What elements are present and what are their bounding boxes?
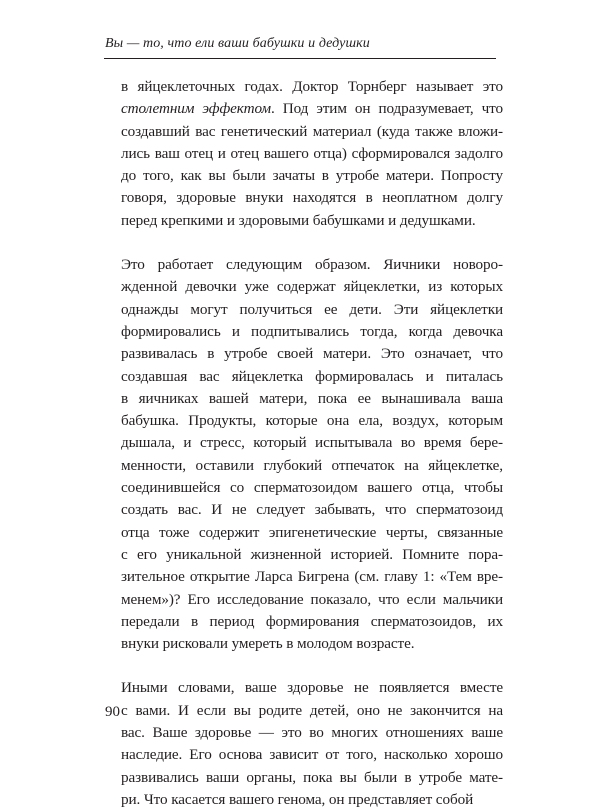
paragraph bbox=[121, 677, 503, 811]
text-line bbox=[121, 343, 503, 365]
text-run: менем»)? Его исследование показало, что если мальчики bbox=[121, 590, 503, 608]
text-line bbox=[121, 187, 503, 209]
text-line bbox=[121, 544, 503, 566]
text-line bbox=[121, 321, 503, 343]
text-run: перед крепкими и здоровыми бабушками и дедушками. bbox=[121, 211, 476, 229]
text-run: передали в период формирования сперматозоидов, их bbox=[121, 612, 503, 630]
text-run: менности, оставили глубокий отпечаток на яйцеклетке, bbox=[121, 456, 503, 474]
text-run: создать вас. И не следует забывать, что сперматозоид bbox=[121, 501, 503, 519]
text-run: вас. Ваше здоровье — это во многих отношениях ваше bbox=[121, 724, 503, 742]
text-line bbox=[121, 210, 503, 232]
text-run: создавшая вас яйцеклетка формировалась и питалась bbox=[121, 367, 503, 385]
text-line bbox=[121, 522, 503, 544]
text-line bbox=[121, 589, 503, 611]
text-line bbox=[121, 722, 503, 744]
text-line bbox=[121, 677, 503, 699]
text-run: однажды могут получиться ее дети. Эти яйцеклетки bbox=[121, 300, 503, 318]
italic-term: столетним эффектом bbox=[121, 100, 271, 118]
body-text bbox=[121, 76, 503, 811]
text-line bbox=[121, 499, 503, 521]
running-head: Вы — то, что ели ваши бабушки и дедушки bbox=[105, 36, 370, 51]
text-run: развивалась в утробе своей матери. Это означает, что bbox=[121, 345, 503, 363]
text-line bbox=[121, 388, 503, 410]
header-rule bbox=[104, 58, 496, 59]
text-line bbox=[121, 611, 503, 633]
text-line bbox=[121, 767, 503, 789]
text-run: с вами. И если вы родите детей, оно не закончится на bbox=[121, 701, 503, 719]
text-line bbox=[121, 410, 503, 432]
text-run: развивались ваши органы, пока вы были в утробе мате- bbox=[121, 768, 503, 786]
text-run: зительное открытие Ларса Бигрена (см. главу 1: «Тем вре- bbox=[121, 568, 503, 586]
text-run: создавший вас генетический материал (куда также вложи- bbox=[121, 122, 503, 140]
text-run: в яйцеклеточных годах. Доктор Торнберг называет это bbox=[121, 78, 503, 95]
text-line bbox=[121, 276, 503, 298]
text-line bbox=[121, 76, 503, 98]
text-run: ри. Что касается вашего генома, он представляет собой bbox=[121, 790, 474, 808]
text-run: . Под этим он подразумевает, что bbox=[271, 100, 504, 118]
text-run: до того, как вы были зачаты в утробе матери. Попросту bbox=[121, 167, 503, 185]
text-line bbox=[121, 143, 503, 165]
text-run: говоря, здоровые внуки находятся в неоплатном долгу bbox=[121, 189, 503, 207]
text-line bbox=[121, 98, 503, 120]
text-line bbox=[121, 789, 503, 811]
text-line bbox=[121, 121, 503, 143]
text-line bbox=[121, 254, 503, 276]
text-line bbox=[121, 455, 503, 477]
text-line bbox=[121, 299, 503, 321]
text-line bbox=[121, 366, 503, 388]
text-line bbox=[121, 432, 503, 454]
text-run: дышала, и стресс, который испытывала во время бере- bbox=[121, 434, 503, 452]
text-run: с его уникальной жизненной историей. Помните пора- bbox=[121, 545, 503, 563]
text-run: лись ваш отец и отец вашего отца) сформировался задолго bbox=[121, 144, 503, 162]
text-run: соединившейся со сперматозоидом вашего отца, чтобы bbox=[121, 479, 503, 497]
text-run: Иными словами, ваше здоровье не появляется вместе bbox=[121, 679, 503, 697]
text-run: жденной девочки уже содержат яйцеклетки, из которых bbox=[121, 278, 503, 296]
text-run: формировались и подпитывались тогда, когда девочка bbox=[121, 322, 503, 340]
text-line bbox=[121, 165, 503, 187]
text-line bbox=[121, 700, 503, 722]
paragraph bbox=[121, 76, 503, 232]
paragraph bbox=[121, 254, 503, 655]
page-number: 90 bbox=[105, 704, 120, 720]
text-line bbox=[121, 477, 503, 499]
text-line bbox=[121, 566, 503, 588]
text-line bbox=[121, 633, 503, 655]
text-run: наследие. Его основа зависит от того, насколько хорошо bbox=[121, 746, 503, 764]
text-run: бабушка. Продукты, которые она ела, воздух, которым bbox=[121, 412, 503, 430]
text-run: отца тоже содержит эпигенетические черты, связанные bbox=[121, 523, 503, 541]
text-run: в яичниках вашей матери, пока ее вынашивала ваша bbox=[121, 389, 503, 407]
text-line bbox=[121, 744, 503, 766]
text-run: Это работает следующим образом. Яичники новоро- bbox=[121, 256, 503, 274]
text-run: внуки рисковали умереть в молодом возрасте. bbox=[121, 635, 415, 653]
